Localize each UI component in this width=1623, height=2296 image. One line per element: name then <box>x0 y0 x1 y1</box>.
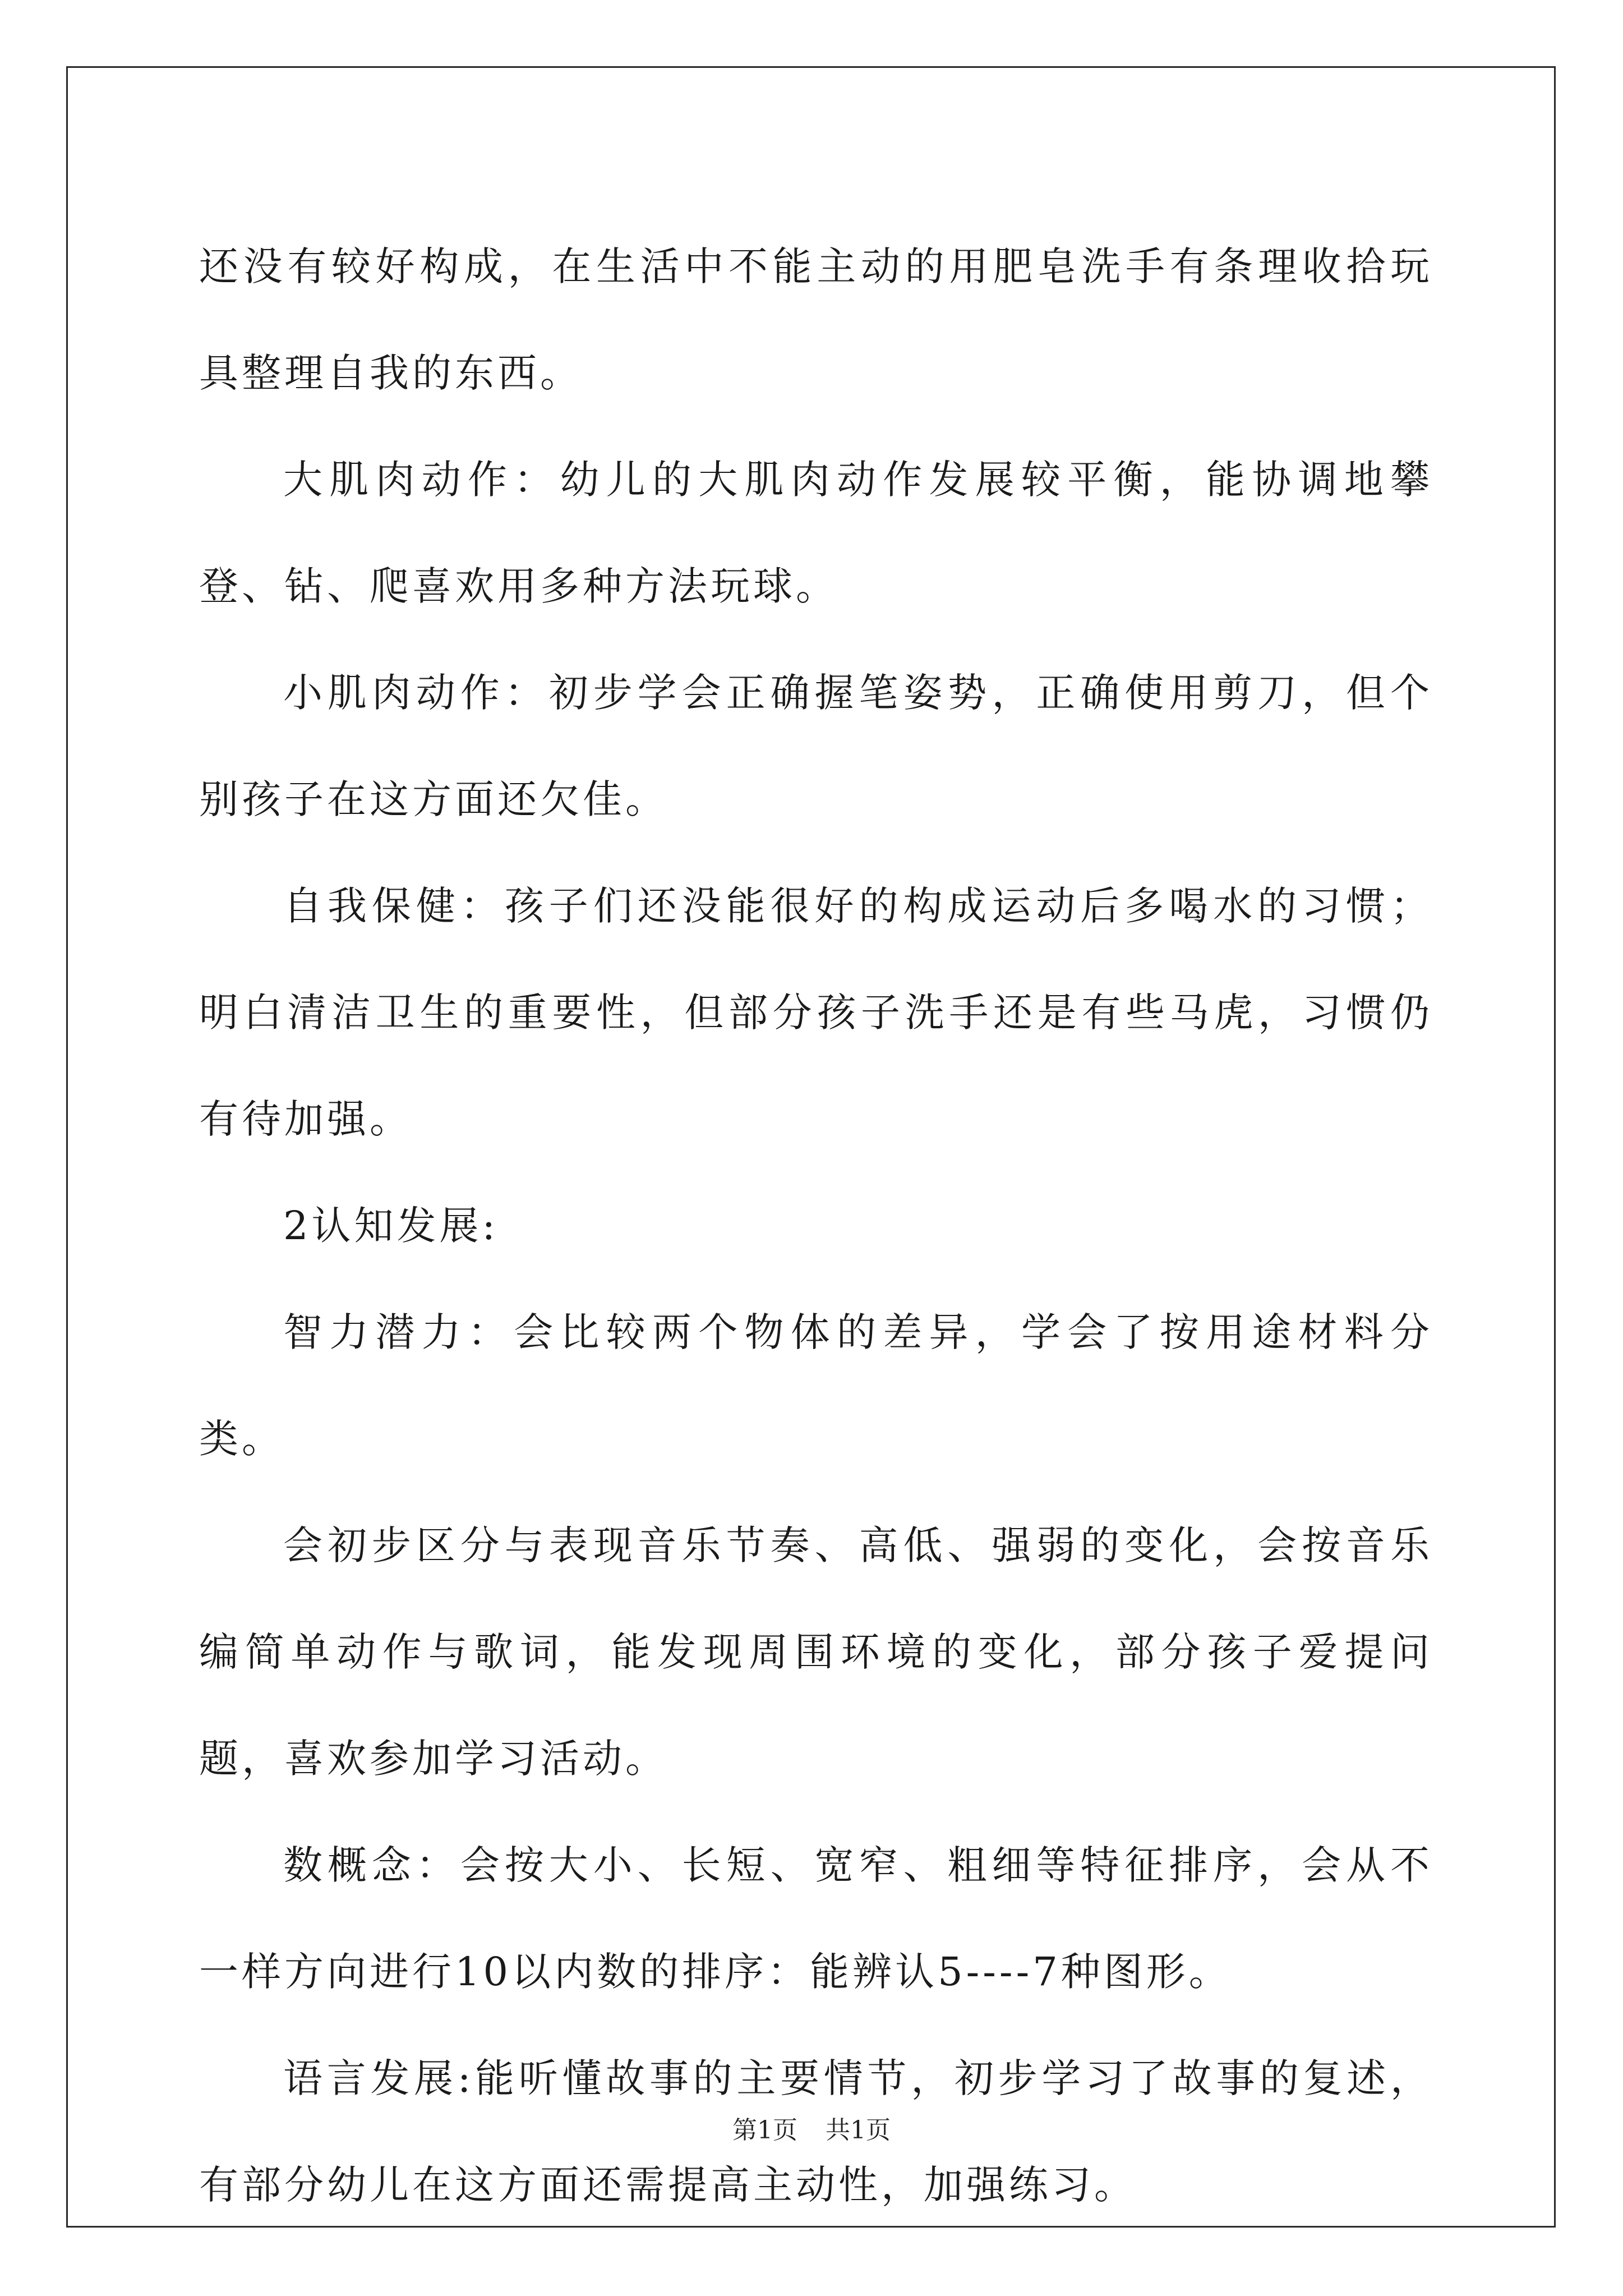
page-number: 第1页 <box>732 2116 797 2145</box>
paragraph-4: 自我保健：孩子们还没能很好的构成运动后多喝水的习惯；明白清洁卫生的重要性，但部分孩子洗手还是有些马虎，习惯仍有待加强。 <box>199 883 1433 1142</box>
page-total: 共1页 <box>826 2116 891 2145</box>
paragraph-7: 会初步区分与表现音乐节奏、高低、强弱的变化，会按音乐编简单动作与歌词，能发现周围环境的变化，部分孩子爱提问题，喜欢参加学习活动。 <box>199 1522 1433 1782</box>
paragraph-6: 智力潜力：会比较两个物体的差异，学会了按用途材料分类。 <box>199 1309 1433 1462</box>
paragraph-8: 数概念：会按大小、长短、宽窄、粗细等特征排序，会从不一样方向进行10以内数的排序：能辨认5----7种图形。 <box>199 1842 1433 1995</box>
paragraph-3: 小肌肉动作：初步学会正确握笔姿势，正确使用剪刀，但个别孩子在这方面还欠佳。 <box>199 670 1433 822</box>
paragraph-9: 语言发展:能听懂故事的主要情节，初步学习了故事的复述，有部分幼儿在这方面还需提高主动性，加强练习。 <box>199 2055 1433 2208</box>
page-footer <box>0 2114 1623 2147</box>
paragraph-2: 大肌肉动作：幼儿的大肌肉动作发展较平衡，能协调地攀登、钻、爬喜欢用多种方法玩球。 <box>199 457 1433 609</box>
document-body <box>199 213 1433 2238</box>
paragraph-5: 2认知发展: <box>283 1203 499 1249</box>
paragraph-1: 还没有较好构成，在生活中不能主动的用肥皂洗手有条理收拾玩具整理自我的东西。 <box>199 243 1433 396</box>
